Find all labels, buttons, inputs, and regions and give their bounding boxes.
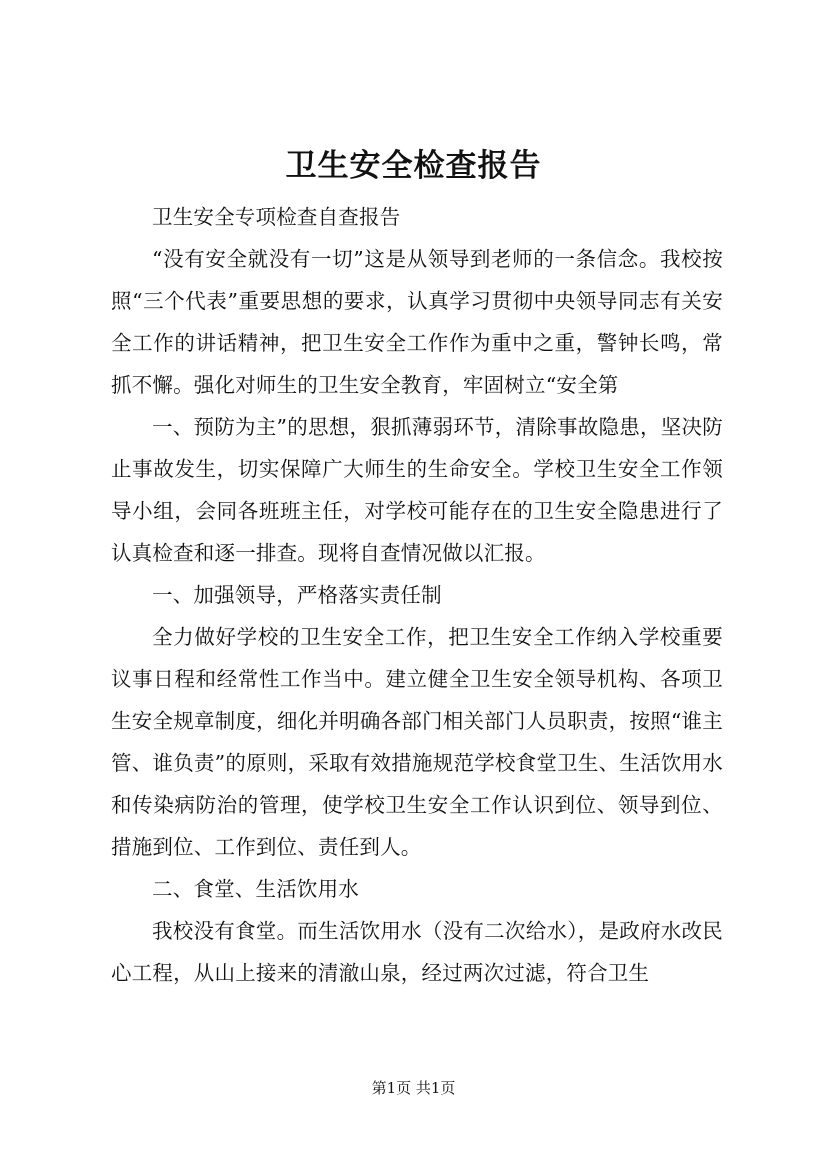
- document-title: 卫生安全检查报告: [285, 148, 542, 184]
- section-heading-leadership: 一、加强领导，严格落实责任制: [152, 583, 442, 607]
- section-heading-canteen-water: 二、食堂、生活饮用水: [152, 877, 359, 901]
- paragraph-intro: “没有安全就没有一切”这是从领导到老师的一条信念。我校按照“三个代表”重要思想的要求，认真学习贯彻中央领导同志有关安全工作的讲话精神，把卫生安全工作作为重中之重，警钟长鸣，常抓不懈。强化对师生的卫生安全教育，牢固树立“安全第: [111, 247, 723, 397]
- page-footer: 第1页 共1页: [371, 1079, 456, 1097]
- paragraph-canteen-water: 我校没有食堂。而生活饮用水（没有二次给水），是政府水改民心工程，从山上接来的清澈山泉，经过两次过滤，符合卫生: [111, 919, 723, 985]
- paragraph-subtitle: 卫生安全专项检查自查报告: [152, 205, 401, 229]
- document-body: [111, 196, 723, 994]
- paragraph-leadership: 全力做好学校的卫生安全工作，把卫生安全工作纳入学校重要议事日程和经常性工作当中。建立健全卫生安全领导机构、各项卫生安全规章制度，细化并明确各部门相关部门人员职责，按照“谁主管、谁负责”的原则，采取有效措施规范学校食堂卫生、生活饮用水和传染病防治的管理，使学校卫生安全工作认识到位、领导到位、措施到位、工作到位、责任到人。: [111, 625, 723, 859]
- paragraph-prevention: 一、预防为主”的思想，狠抓薄弱环节，清除事故隐患，坚决防止事故发生，切实保障广大师生的生命安全。学校卫生安全工作领导小组，会同各班班主任，对学校可能存在的卫生安全隐患进行了认真检查和逐一排查。现将自查情况做以汇报。: [111, 415, 723, 565]
